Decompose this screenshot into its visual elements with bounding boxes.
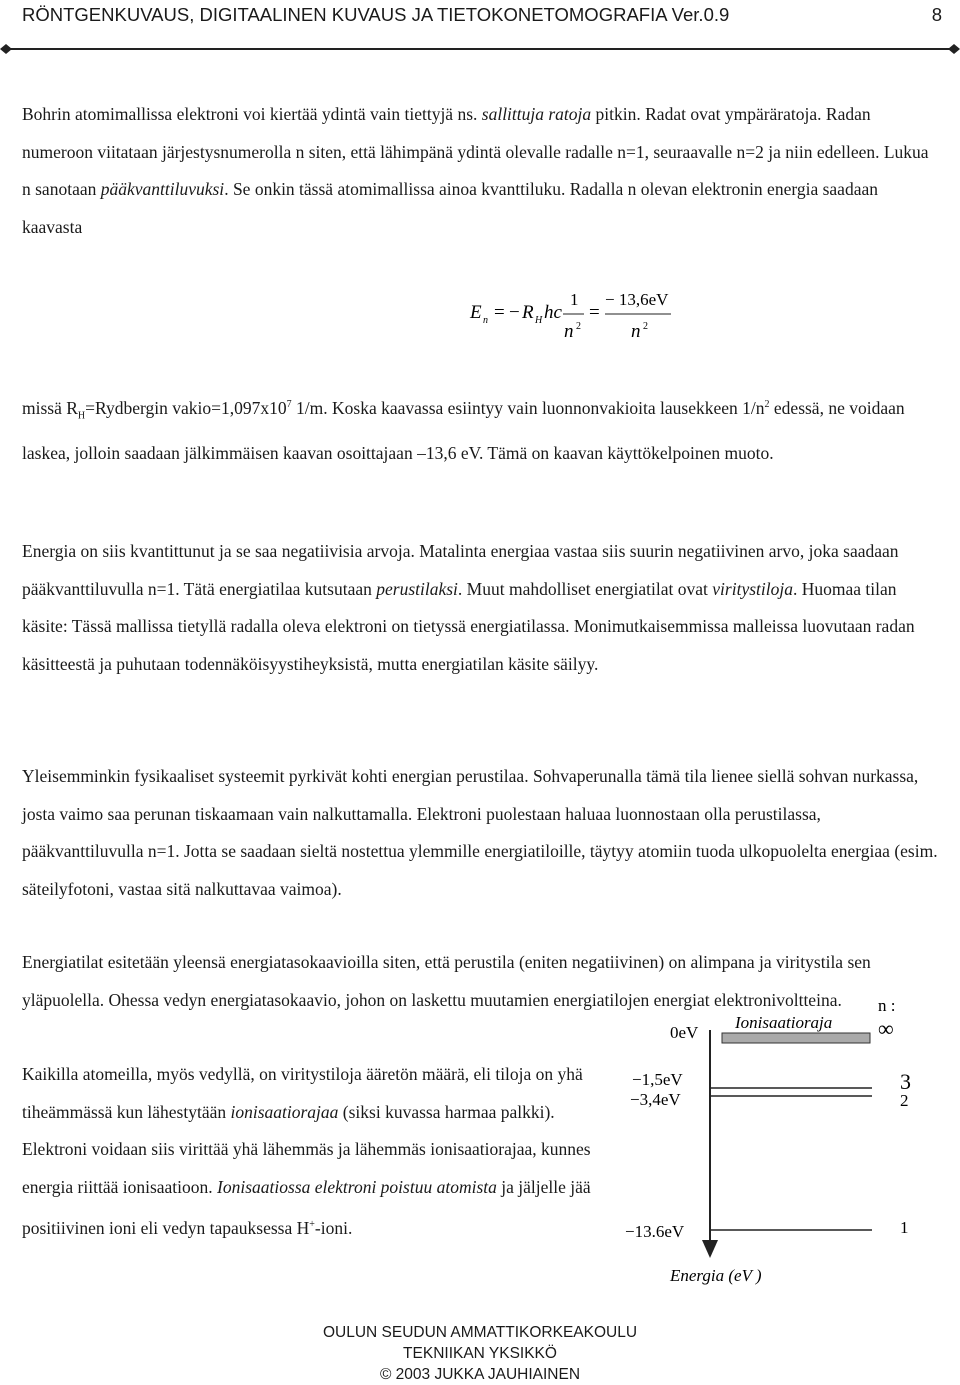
eq-sub-n: n [483, 315, 488, 326]
paragraph-quantized-energy: Energia on siis kvantittunut ja se saa negatiivisia arvoja. Matalinta energiaa vastaa siis suurin negatiivinen arvo, joka saadaan pääkvanttiluvulla n=1. Tätä energiatilaa kutsutaan perustilaksi. Muut mahdolliset energiatilat ovat viritystiloja. Huomaa tilan käsite: Tässä mallissa tietyllä radalla oleva elektroni on tietyssä energiatilassa. Monimutkaisemmissa malleissa luovutaan radan käsitteestä ja puhutaan todennäköisyystiheyksistä, mutta energiatilan käsite säilyy. [22, 541, 915, 674]
ionization-bar [722, 1033, 870, 1043]
eq-sub-H: H [535, 315, 543, 326]
eq-sq-1: 2 [576, 321, 581, 332]
header-rule [0, 44, 960, 54]
energy-equation [465, 285, 625, 345]
level-n-3: 3 [900, 1069, 911, 1094]
n-header: n : [878, 996, 896, 1015]
eq-equals-1: = [494, 302, 505, 323]
level-energy-3: −1,5eV [632, 1070, 683, 1089]
eq-n-1: n [564, 321, 574, 342]
level-energy-1: −13.6eV [625, 1222, 685, 1241]
energy-level-diagram [610, 990, 950, 1290]
level-energy-0: 0eV [670, 1023, 699, 1042]
eq-hc: hc [544, 302, 562, 323]
paragraph-ground-state: Yleisemminkin fysikaaliset systeemit pyrkivät kohti energian perustilaa. Sohvaperunalla tämä tila lienee siellä sohvan nurkassa, josta vaimo saa perunan tiskaamaan vain nalkuttamalla. Elektroni puolestaan haluaa luonnostaan olla perustilassa, pääkvanttiluvulla n=1. Jotta se saadaan sieltä nostettua ylemmille energiatiloille, täytyy atomiin tuoda ulkopuolelta energiaa (esim. säteilyfotoni, vastaa sitä nalkuttavaa vaimoa). [22, 766, 938, 899]
eq-one: 1 [570, 290, 579, 309]
paragraph-rydberg: missä $R_H=Rydbergin$ $vakio=1,097x10^7$ 1/m. Koska kaavassa esiintyy vain luonnonvakioita lausekkeen $1/n^2$ edessä, ne voidaan laskea, jolloin saadaan jälkimmäisen kaavan osoittajaan –13,6 eV. Tämä on kaavan käyttökelpoinen muoto. [22, 397, 905, 463]
level-n-2: 2 [900, 1091, 909, 1110]
paragraph-bohr-model: Bohrin atomimallissa elektroni voi kiertää ydintä vain tiettyjä ns. sallittuja ratoja pitkin. Radat ovat ympäräratoja. Radan numeroon viitataan järjestysnumerolla n siten, että lähimpänä ydintä olevalle radalle n=1, seuraavalle n=2 ja niin edelleen. Lukua n sanotaan pääkvanttiluvuksi. Se onkin tässä atomimallissa ainoa kvanttiluku. Radalla n olevan elektronin energia saadaan kaavasta [22, 104, 929, 237]
energy-equation-fraction [605, 285, 685, 345]
footer-school: OULUN SEUDUN AMMATTIKORKEAKOULU [322, 1324, 638, 1341]
eq-sq-2: 2 [643, 321, 648, 332]
page-footer [0, 1322, 960, 1385]
page-header [22, 4, 942, 34]
eq-R: R [522, 302, 534, 323]
ionization-label: Ionisaatioraja [735, 1013, 833, 1032]
eq-E: E [470, 302, 482, 323]
paragraph-energy-levels: Energiatilat esitetään yleensä energiatasokaavioilla siten, että perustila (eniten negatiivinen) on alimpana ja viritystila sen yläpuolella. Ohessa vedyn energiatasokaavio, johon on laskettu muutamien energiatilojen energiat elektronivoltteina. [22, 952, 871, 1010]
infinity-symbol: ∞ [878, 1016, 894, 1041]
axis-label: Energia (eV ) [670, 1266, 762, 1285]
paragraph-ionization: Kaikilla atomeilla, myös vedyllä, on viritystiloja ääretön määrä, eli tiloja on yhä tiheämmässä kun lähestytään ionisaatiorajaa (siksi kuvassa harmaa palkki). Elektroni voidaan siis virittää yhä lähemmäs ja lähemmäs ionisaatiorajaa, kunnes energia riittää ionisaatioon. Ionisaatiossa elektroni poistuu atomista ja jäljelle jää positiivinen ioni eli vedyn tapauksessa H+-ioni. [22, 1064, 591, 1238]
eq-n-2: n [631, 321, 641, 342]
header-title: RÖNTGENKUVAUS, DIGITAALINEN KUVAUS JA TIETOKONETOMOGRAFIA Ver.0.9 [22, 4, 730, 25]
eq-numerator: − 13,6eV [605, 290, 669, 309]
level-n-1: 1 [900, 1218, 909, 1237]
energy-axis-arrowhead [702, 1240, 718, 1258]
footer-unit: TEKNIIKAN YKSIKKÖ [403, 1345, 557, 1362]
footer-copyright: © 2003 JUKKA JAUHIAINEN [379, 1366, 581, 1383]
eq-minus: − [509, 302, 520, 323]
eq-equals-2: = [589, 302, 600, 323]
level-energy-2: −3,4eV [630, 1090, 681, 1109]
page-number: 8 [931, 4, 942, 25]
